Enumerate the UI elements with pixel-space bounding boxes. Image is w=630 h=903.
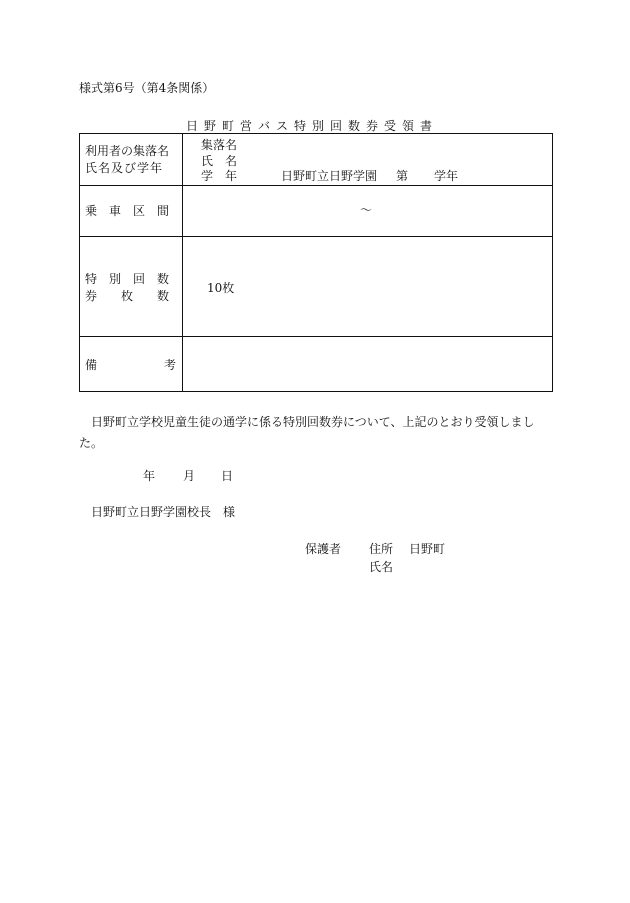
table-row-remarks	[80, 336, 552, 391]
column-divider	[182, 186, 183, 236]
document-title: 日野町営バス特別回数券受領書	[186, 119, 439, 133]
label-user-name-grade: 氏名及び学年	[85, 161, 164, 175]
field-label-village: 集落名	[201, 138, 238, 152]
address-value: 日野町	[409, 542, 446, 556]
label-user-village: 利用者の集落名	[85, 144, 170, 158]
field-label-grade: 学 年	[201, 169, 238, 183]
date-day: 日	[221, 469, 234, 483]
name-label: 氏名	[369, 560, 394, 574]
label-ticket-count-1: 特 別 回 数	[85, 272, 170, 286]
table-row-user	[80, 134, 552, 185]
label-boarding-section: 乗 車 区 間	[85, 204, 170, 218]
grade-suffix: 学年	[434, 169, 459, 183]
school-name: 日野町立日野学園	[281, 169, 378, 183]
ticket-count-value: 10枚	[207, 281, 235, 295]
form-number: 様式第6号（第4条関係）	[79, 81, 215, 95]
date-month: 月	[183, 469, 196, 483]
column-divider	[182, 134, 183, 185]
label-remarks-right: 考	[164, 358, 177, 372]
section-separator: ～	[360, 203, 373, 217]
field-label-name: 氏 名	[201, 154, 238, 168]
body-text: 日野町立学校児童生徒の通学に係る特別回数券について、上記のとおり受領しました。	[79, 415, 535, 450]
addressee: 日野町立日野学園校長 様	[91, 505, 236, 519]
date-year: 年	[143, 469, 156, 483]
column-divider	[182, 237, 183, 336]
label-remarks-left: 備	[85, 358, 98, 372]
column-divider	[182, 337, 183, 391]
address-label: 住所	[369, 542, 394, 556]
table-row-tickets	[80, 236, 552, 336]
guardian-label: 保護者	[305, 542, 342, 556]
table-row-section	[80, 185, 552, 236]
label-ticket-count-2: 券 枚 数	[85, 289, 170, 303]
grade-prefix: 第	[396, 169, 409, 183]
receipt-table	[79, 133, 553, 392]
